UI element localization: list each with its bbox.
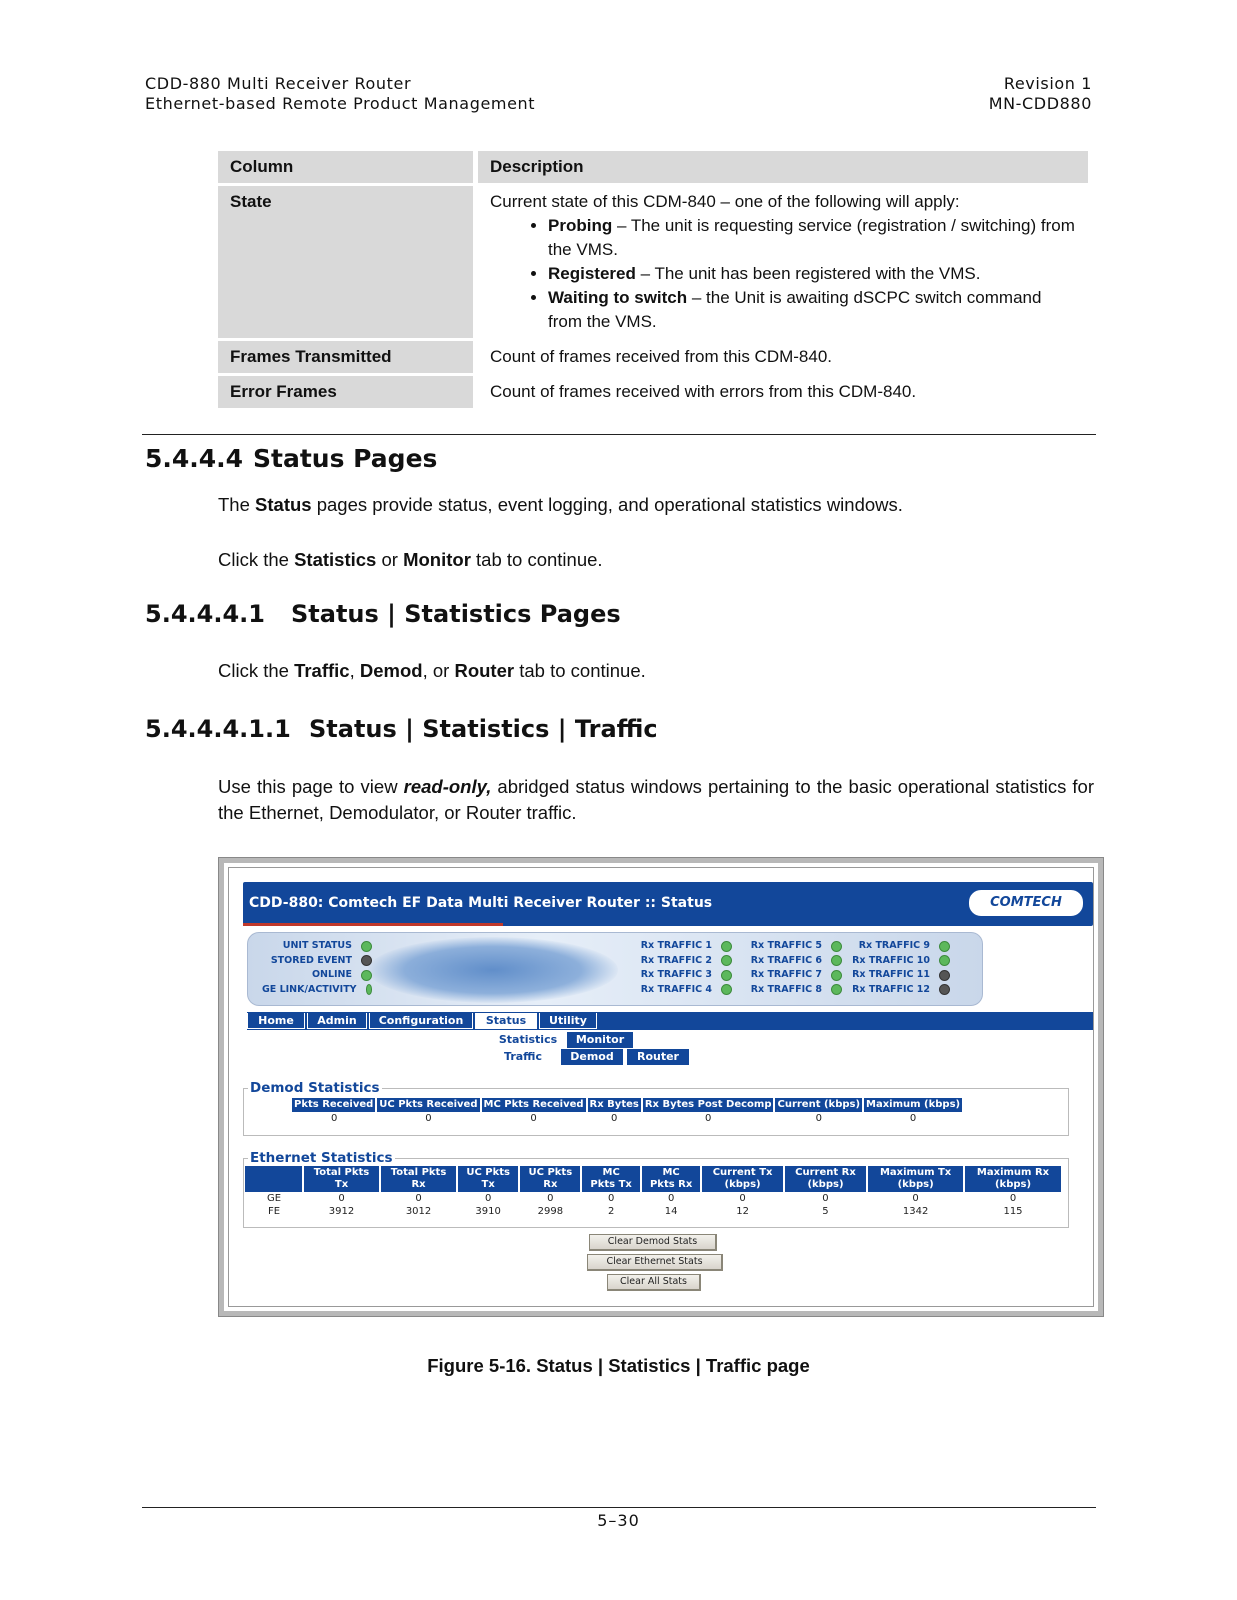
app-title-bar	[243, 882, 1093, 926]
led-stored-event	[262, 954, 372, 969]
section-heading-statistics-pages	[145, 600, 621, 628]
section-title: Status | Statistics | Traffic	[309, 715, 658, 743]
table-cell: 14	[664, 1206, 678, 1217]
table-cell: 0	[530, 1113, 537, 1124]
column-header	[380, 1166, 457, 1192]
led-label: Rx TRAFFIC 7	[750, 969, 822, 980]
page-number: 5–30	[597, 1511, 640, 1530]
led-label: Rx TRAFFIC 11	[852, 969, 930, 980]
table-header-row	[218, 151, 1088, 183]
traffic-leds-1-4	[628, 939, 732, 997]
led-rx-traffic-12	[846, 983, 950, 998]
column-header	[867, 1166, 964, 1192]
paragraph-status-intro	[218, 492, 1094, 518]
column-header: Rx Bytes	[587, 1098, 642, 1112]
led-label: ONLINE	[311, 969, 352, 980]
list-item	[548, 262, 1076, 286]
table-cell: 1342	[902, 1206, 929, 1217]
title-accent	[243, 923, 503, 926]
led-label: Rx TRAFFIC 2	[640, 954, 712, 966]
section-title: Status | Statistics Pages	[291, 600, 621, 628]
text: , or	[422, 660, 455, 681]
led-green-icon	[721, 984, 732, 995]
led-rx-traffic-9	[846, 939, 950, 954]
led-green-icon	[831, 970, 842, 981]
led-label: UNIT STATUS	[282, 940, 352, 951]
text: ,	[349, 660, 360, 681]
led-green-icon	[366, 984, 372, 995]
led-rx-traffic-2	[628, 954, 732, 969]
bold-text: Monitor	[403, 549, 471, 570]
doc-number: MN-CDD880	[988, 94, 1092, 113]
header-line: Tx	[334, 1179, 349, 1190]
led-green-icon	[939, 941, 950, 952]
table-cell: 3910	[475, 1206, 501, 1217]
bullet-term: Probing	[548, 216, 613, 235]
text: or	[376, 549, 404, 570]
header-line: Rx	[543, 1179, 558, 1190]
table-row	[218, 341, 1088, 373]
section-heading-status-pages	[145, 444, 437, 473]
led-green-icon	[721, 941, 732, 952]
text: tab to continue.	[514, 660, 646, 681]
row-label: GE	[266, 1193, 282, 1204]
table-row	[245, 1192, 1062, 1205]
table-cell: 115	[1003, 1206, 1023, 1217]
table-row	[292, 1112, 963, 1125]
frames-label: Frames Transmitted	[218, 341, 473, 373]
header-line: Current Rx	[795, 1167, 856, 1178]
unit-status-leds	[262, 939, 372, 997]
table-cell: 0	[912, 1193, 919, 1204]
section-title: Status Pages	[253, 444, 438, 473]
paragraph-statistics-continue	[218, 658, 1094, 684]
table-cell: 0	[338, 1193, 345, 1204]
footer-divider	[142, 1507, 1096, 1508]
header-line: Total Pkts	[313, 1167, 370, 1178]
table-cell: 0	[1009, 1193, 1017, 1204]
table-cell: 0	[425, 1113, 432, 1124]
state-label: State	[218, 186, 473, 338]
column-header	[701, 1166, 783, 1192]
text: tab to continue.	[470, 549, 603, 570]
column-header	[581, 1166, 640, 1192]
led-green-icon	[721, 970, 732, 981]
table-cell: 12	[736, 1206, 749, 1217]
led-label: Rx TRAFFIC 10	[852, 954, 930, 966]
demod-statistics-legend: Demod Statistics	[250, 1080, 380, 1096]
header-line: (kbps)	[807, 1179, 844, 1190]
table-cell: 0	[909, 1113, 917, 1124]
led-green-icon	[831, 955, 842, 966]
led-rx-traffic-7	[738, 968, 842, 983]
column-header: UC Pkts Received	[376, 1098, 480, 1112]
swoosh-graphic	[368, 937, 618, 1003]
subtab-traffic[interactable]: Traffic	[491, 1049, 555, 1065]
table-cell: 0	[822, 1193, 829, 1204]
table-cell: 0	[607, 1193, 615, 1204]
comtech-logo: COMTECH	[967, 888, 1085, 918]
state-intro: Current state of this CDM-840 – one of the following will apply:	[490, 192, 960, 211]
table-cell: 3912	[328, 1206, 355, 1217]
list-item	[548, 214, 1076, 262]
table-cell: 2	[607, 1206, 615, 1217]
ethernet-statistics-legend: Ethernet Statistics	[250, 1150, 393, 1166]
header-line: Pkts Rx	[649, 1179, 693, 1190]
subtab-statistics[interactable]: Statistics	[491, 1032, 565, 1048]
status-led-panel	[247, 932, 983, 1006]
table-header-row	[245, 1166, 1062, 1192]
app-title: CDD-880: Comtech EF Data Multi Receiver Router :: Status	[249, 895, 713, 911]
bold-text: Demod	[359, 660, 423, 681]
traffic-leds-9-12	[846, 939, 950, 997]
column-header: Rx Bytes Post Decomp	[642, 1098, 775, 1112]
led-label: GE LINK/ACTIVITY	[262, 983, 357, 995]
tab-utility[interactable]: Utility	[539, 1013, 597, 1029]
led-rx-traffic-3	[628, 968, 732, 983]
led-label: Rx TRAFFIC 4	[640, 983, 712, 995]
bullet-term: Registered	[548, 264, 636, 283]
table-cell: 0	[611, 1113, 618, 1124]
column-header	[457, 1166, 519, 1192]
frames-description: Count of frames received from this CDM-840.	[490, 347, 833, 366]
table-cell: 0	[667, 1193, 675, 1204]
doc-revision: Revision 1	[1003, 74, 1092, 93]
clear-ethernet-stats-button[interactable]: Clear Ethernet Stats	[587, 1254, 723, 1271]
header-line: (kbps)	[724, 1179, 761, 1190]
header-line: Rx	[411, 1179, 426, 1190]
led-rx-traffic-11	[846, 968, 950, 983]
column-header: Maximum (kbps)	[863, 1098, 963, 1112]
text: Click the	[218, 660, 295, 681]
bold-text: Traffic	[294, 660, 350, 681]
table-cell: 0	[415, 1193, 422, 1204]
led-rx-traffic-5	[738, 939, 842, 954]
column-header: MC Pkts Received	[481, 1098, 587, 1112]
header-line: UC Pkts	[528, 1167, 573, 1178]
state-description	[478, 186, 1088, 338]
header-line: Maximum Tx	[879, 1167, 952, 1178]
header-line: Current Tx	[712, 1167, 773, 1178]
bold-text: Status	[255, 494, 312, 515]
led-green-icon	[361, 941, 372, 952]
text: abridged status windows pertaining to the basic operational statistics for the Ethernet, Demodulator, or Router traffic.	[218, 776, 1094, 823]
led-unit-status	[262, 939, 372, 954]
doc-title: CDD-880 Multi Receiver Router	[145, 74, 412, 93]
subtab-monitor[interactable]: Monitor	[567, 1032, 633, 1048]
column-header	[964, 1166, 1062, 1192]
column-header	[641, 1166, 702, 1192]
clear-all-stats-button[interactable]: Clear All Stats	[607, 1274, 701, 1291]
led-label: Rx TRAFFIC 9	[858, 940, 930, 951]
header-line: Total Pkts	[390, 1167, 447, 1178]
led-dark-icon	[939, 970, 950, 981]
text: The	[218, 494, 256, 515]
table-cell: 0	[704, 1113, 712, 1124]
table-row	[218, 376, 1088, 408]
table-header-row	[292, 1098, 963, 1112]
table-cell: 3012	[405, 1206, 432, 1217]
section-number: 5.4.4.4	[145, 444, 244, 473]
paragraph-traffic-intro	[218, 774, 1094, 826]
doc-subtitle: Ethernet-based Remote Product Management	[145, 94, 536, 113]
column-header	[519, 1166, 581, 1192]
led-label: Rx TRAFFIC 8	[750, 983, 822, 995]
text: pages provide status, event logging, and operational statistics windows.	[311, 494, 903, 515]
column-header	[303, 1166, 380, 1192]
table-cell: 0	[330, 1113, 338, 1124]
led-green-icon	[831, 984, 842, 995]
header-line: (kbps)	[994, 1179, 1032, 1190]
ethernet-stats-table	[245, 1166, 1063, 1218]
header-line: UC Pkts	[466, 1167, 510, 1178]
section-number: 5.4.4.4.1.1	[145, 715, 291, 743]
bullet-text: – The unit has been registered with the VMS.	[635, 264, 981, 283]
paragraph-status-continue	[218, 547, 1094, 573]
led-rx-traffic-4	[628, 983, 732, 998]
bullet-text: – the Unit is awaiting dSCPC switch command from the VMS.	[548, 288, 1042, 331]
list-item	[548, 286, 1076, 334]
led-dark-icon	[361, 955, 372, 966]
led-dark-icon	[939, 984, 950, 995]
demod-statistics-group	[243, 1080, 1069, 1136]
ethernet-statistics-group	[243, 1150, 1069, 1228]
led-label: Rx TRAFFIC 5	[750, 940, 822, 951]
header-line: MC	[662, 1167, 680, 1178]
led-green-icon	[361, 970, 372, 981]
column-header: Column	[218, 151, 473, 183]
errors-description: Count of frames received with errors from this CDM-840.	[490, 382, 917, 401]
bold-text: Statistics	[294, 549, 377, 570]
header-line: Pkts Tx	[590, 1179, 632, 1190]
row-label: FE	[267, 1206, 281, 1217]
description-header: Description	[478, 151, 1088, 183]
led-label: STORED EVENT	[270, 954, 352, 966]
led-ge-link	[262, 983, 372, 998]
bullet-term: Waiting to switch	[548, 288, 688, 307]
led-green-icon	[721, 955, 732, 966]
figure-caption: Figure 5-16. Status | Statistics | Traffic page	[427, 1355, 810, 1376]
table-cell: 0	[547, 1193, 554, 1204]
bullet-text: – The unit is requesting service (registration / switching) from the VMS.	[548, 216, 1075, 259]
led-green-icon	[831, 941, 842, 952]
led-rx-traffic-10	[846, 954, 950, 969]
led-label: Rx TRAFFIC 1	[640, 940, 712, 951]
tab-status[interactable]: Status	[475, 1013, 537, 1029]
column-description-table	[218, 148, 1088, 411]
section-heading-traffic	[145, 715, 658, 743]
state-list	[548, 214, 1076, 334]
traffic-page-screenshot	[219, 858, 1103, 1316]
clear-demod-stats-button[interactable]: Clear Demod Stats	[589, 1234, 717, 1251]
subtab-router[interactable]: Router	[627, 1049, 689, 1065]
header-left	[145, 74, 535, 114]
header-line: MC	[602, 1167, 620, 1178]
bold-text: Router	[454, 660, 515, 681]
header-line: (kbps)	[897, 1179, 934, 1190]
table-row	[245, 1205, 1062, 1218]
led-label: Rx TRAFFIC 6	[750, 954, 822, 966]
table-cell: 0	[739, 1193, 746, 1204]
subtab-demod[interactable]: Demod	[561, 1049, 623, 1065]
led-rx-traffic-6	[738, 954, 842, 969]
tab-admin[interactable]: Admin	[307, 1013, 367, 1029]
section-number: 5.4.4.4.1	[145, 600, 265, 628]
led-rx-traffic-8	[738, 983, 842, 998]
header-line: Tx	[481, 1179, 495, 1190]
text: Use this page to view	[218, 776, 404, 797]
column-header	[784, 1166, 867, 1192]
screenshot-frame	[228, 867, 1094, 1307]
led-online	[262, 968, 372, 983]
table-cell: 0	[815, 1113, 822, 1124]
bold-italic-text: read-only,	[403, 776, 492, 797]
table-row	[218, 186, 1088, 338]
column-header: Current (kbps)	[774, 1098, 863, 1112]
led-rx-traffic-1	[628, 939, 732, 954]
tab-configuration[interactable]: Configuration	[369, 1013, 473, 1029]
text: Click the	[218, 549, 295, 570]
header-right	[989, 74, 1092, 114]
table-cell: 5	[822, 1206, 829, 1217]
main-nav-bar	[247, 1012, 1093, 1030]
led-label: Rx TRAFFIC 3	[640, 969, 712, 980]
row-label-header	[245, 1166, 303, 1192]
traffic-leds-5-8	[738, 939, 842, 997]
table-cell: 0	[484, 1193, 492, 1204]
errors-label: Error Frames	[218, 376, 473, 408]
led-green-icon	[939, 955, 950, 966]
section-divider	[142, 434, 1096, 435]
demod-stats-table	[292, 1098, 964, 1125]
tab-home[interactable]: Home	[247, 1013, 305, 1029]
column-header: Pkts Received	[292, 1098, 376, 1112]
led-label: Rx TRAFFIC 12	[852, 983, 930, 995]
table-cell: 2998	[537, 1206, 564, 1217]
header-line: Maximum Rx	[976, 1167, 1050, 1178]
